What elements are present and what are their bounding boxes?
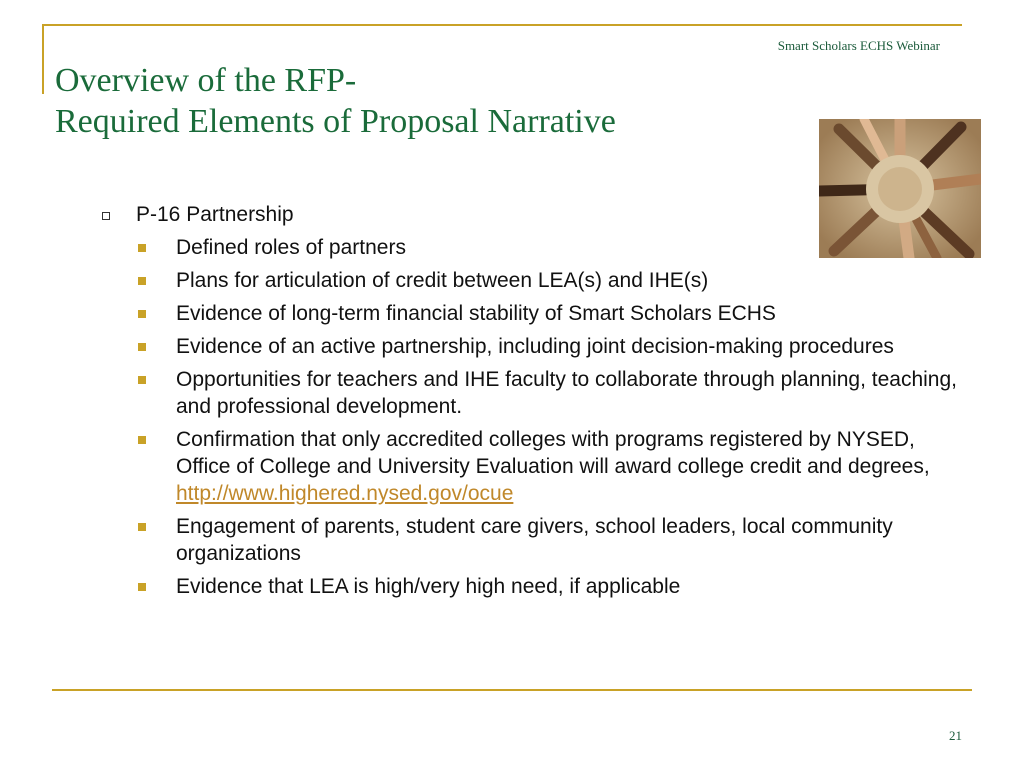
square-bullet-icon [138,583,146,591]
square-bullet-icon [138,310,146,318]
list-item-text: Defined roles of partners [176,236,406,259]
hollow-square-bullet-icon [102,212,110,220]
bullet-p16-partnership [100,201,960,228]
top-rule [42,24,962,26]
list-item [100,366,960,420]
bottom-rule [52,689,972,691]
list-item-text: Engagement of parents, student care givers, school leaders, local community organizations [176,515,893,565]
square-bullet-icon [138,343,146,351]
list-item-text: Evidence of an active partnership, including joint decision-making procedures [176,335,894,358]
left-rule [42,24,44,94]
list-item-text: Plans for articulation of credit between LEA(s) and IHE(s) [176,269,709,292]
list-item [100,300,960,327]
square-bullet-icon [138,244,146,252]
list-item-text: Confirmation that only accredited colleges with programs registered by NYSED, Office of College and University Evaluation will award college credit and degrees, [176,428,930,478]
sub-bullet-list [100,234,960,600]
list-item [100,573,960,600]
list-item-text: Evidence of long-term financial stability of Smart Scholars ECHS [176,302,776,325]
page-number: 21 [949,728,962,743]
slide-body [100,201,960,606]
list-item-text: Opportunities for teachers and IHE faculty to collaborate through planning, teaching, and professional development. [176,368,957,418]
list-item [100,234,960,261]
square-bullet-icon [138,523,146,531]
square-bullet-icon [138,436,146,444]
ocue-link[interactable]: http://www.highered.nysed.gov/ocue [176,482,514,505]
slide-title-line-1: Overview of the RFP- [55,62,357,99]
list-item [100,513,960,567]
list-item [100,333,960,360]
header-note: Smart Scholars ECHS Webinar [777,38,940,53]
list-item-text: Evidence that LEA is high/very high need, if applicable [176,575,681,598]
list-item [100,426,960,507]
square-bullet-icon [138,376,146,384]
bullet-label: P-16 Partnership [136,203,294,226]
square-bullet-icon [138,277,146,285]
list-item [100,267,960,294]
slide-title-line-2: Required Elements of Proposal Narrative [55,103,616,141]
slide-title [55,60,616,143]
